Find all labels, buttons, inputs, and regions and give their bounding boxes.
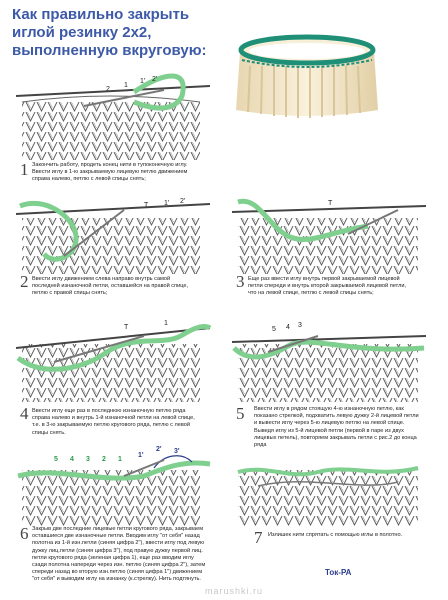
diagram-step-3: [228, 196, 428, 276]
label: 3: [86, 456, 90, 463]
step-number: 3: [236, 272, 245, 291]
label: 2': [152, 76, 158, 83]
step-number: 5: [236, 404, 245, 423]
step-caption: Еще раз ввести иглу внутрь первой закрываемой лицевой петли спереди и внутрь второй закрываемой лицевой петли, что на левой спице, петлю с левой спицы снять;: [248, 276, 407, 297]
author-signature: Ток-РА: [325, 568, 352, 577]
label: 1: [118, 456, 122, 463]
step-caption: Закончить работу, продеть конец нити в тупоконечную иглу. Ввести иглу в 1-ю закрываемую лицевую петлю движением справа налево, петлю с левой спицы снять;: [32, 162, 188, 183]
finished-rib-photo: [228, 30, 386, 118]
watermark: marushki.ru: [205, 586, 264, 596]
label: 2: [106, 86, 110, 93]
step-number: 7: [254, 528, 263, 547]
label: 1: [124, 82, 128, 89]
label: 2': [180, 198, 186, 205]
label: 3: [298, 322, 302, 329]
label: 2': [156, 446, 162, 453]
diagram-step-4: [14, 318, 214, 404]
label: 1': [164, 200, 170, 207]
label: 5: [272, 326, 276, 333]
step-caption: Излишек нити спрятать с помощью иглы в полотно.: [268, 532, 403, 538]
diagram-step-1: [14, 72, 214, 162]
diagram-step-5: [228, 318, 428, 404]
label: 3': [174, 448, 180, 455]
step-number: 2: [20, 272, 29, 291]
step-number: 4: [20, 404, 29, 423]
diagram-step-7: [228, 446, 428, 526]
label: 1': [140, 78, 146, 85]
step-caption: Закрыв две последние лицевые петли кругового ряда, закрываем оставшиеся две изнаночные петли. Вводим иглу "от себя" назад полотна из 1-й изн.петли (синяя цифра 2"), ввести иглу под левую дужку лиц.петли (синяя цифра 3"), под правую дужку первой лиц. петли кругового ряда (зеленая цифра 1), еще раз вводим иглу сзади полотна напереди через изн. петлю (синяя цифра 2"), затем спереди назад во вторую изн.петлю (синяя цифра 1") движением "от себя" и выводим иглу на изнанку (к.стрелку). Нить подтянуть.: [32, 526, 206, 583]
page-title: Как правильно закрыть иглой резинку 2х2, выполненную вкруговую:: [12, 6, 207, 59]
step-caption: Ввести иглу еще раз в последнюю изнаночную петлю ряда справа налево и внутрь 1-й изнаночной петли на левой спице, т.е. в 3-ю закрываемую петлю кругового ряда, петлю с левой спицы снять.: [32, 408, 195, 436]
step-number: 1: [20, 160, 29, 179]
label: 1': [138, 452, 144, 459]
label: 2: [102, 456, 106, 463]
label: 4: [286, 324, 290, 331]
label: 5: [54, 456, 58, 463]
step-caption: Ввести иглу в рядом стоящую 4-ю изнаночную петлю, как показано стрелкой, подхватить левую дужку 2-й лицевой петли и вывести иглу через 5-ю лицевую петлю на левой спице. Выведя иглу из 5-й лицевой петли (первой в паре из двух лицевых петель), повторяем закрывать петли с рис.2 до конца ряда: [254, 406, 419, 449]
step-number: 6: [20, 524, 29, 543]
label: T: [144, 202, 149, 209]
label: T: [124, 324, 129, 331]
step-caption: Ввести иглу движением слева направо внутрь самой последней изнаночной петли, оставшейся на правой спице, петлю с правой спицы снять;: [32, 276, 189, 297]
diagram-step-2: [14, 196, 214, 276]
label: 1: [164, 320, 168, 327]
label: 4: [70, 456, 74, 463]
label: T: [328, 200, 333, 207]
diagram-step-6: [14, 446, 214, 526]
